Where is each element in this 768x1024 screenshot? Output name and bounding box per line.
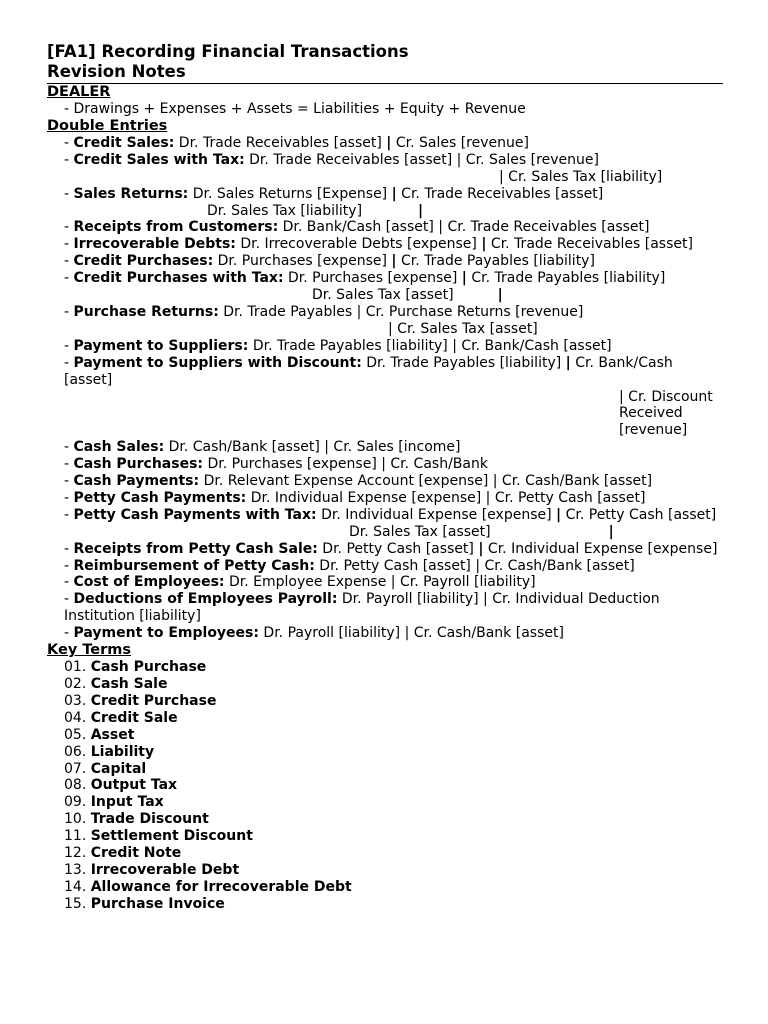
dealer-heading: DEALER [47, 84, 111, 100]
entry-label: Reimbursement of Petty Cash: [73, 557, 315, 574]
entry-credit-sales-with-tax: - Credit Sales with Tax: Dr. Trade Receivables [asset] | Cr. Sales [revenue] [64, 151, 599, 168]
revision-notes-document [47, 42, 723, 913]
key-term-label: Credit Sale [90, 709, 178, 726]
entry-purchase-returns: - Purchase Returns: Dr. Trade Payables | Cr. Purchase Returns [revenue] [64, 303, 584, 320]
entry-receipts-from-customers: - Receipts from Customers: Dr. Bank/Cash [asset] | Cr. Trade Receivables [asset] [64, 219, 650, 236]
key-term-number: 04. [64, 709, 87, 726]
entry-sales-returns: - Sales Returns: Dr. Sales Returns [Expense] | Cr. Trade Receivables [asset] [64, 185, 604, 202]
dealer-equation: - Drawings + Expenses + Assets = Liabilities + Equity + Revenue [64, 101, 526, 117]
entry-cash-sales: - Cash Sales: Dr. Cash/Bank [asset] | Cr. Sales [income] [64, 439, 461, 456]
entry-label: Petty Cash Payments: [73, 489, 247, 506]
key-term-item [47, 727, 723, 744]
entry-credit-purchases: - Credit Purchases: Dr. Purchases [expense] | Cr. Trade Payables [liability] [64, 253, 595, 270]
key-term-item [47, 845, 723, 862]
key-term-item [47, 811, 723, 828]
entry-credit-sales: - Credit Sales: Dr. Trade Receivables [asset] | Cr. Sales [revenue] [64, 134, 529, 151]
key-term-number: 07. [64, 760, 87, 777]
key-terms-list [47, 659, 723, 913]
key-term-label: Trade Discount [90, 811, 209, 828]
entry-label: Payment to Suppliers with Discount: [73, 354, 362, 371]
entry-label: Receipts from Petty Cash Sale: [73, 540, 318, 557]
entry-label: Irrecoverable Debts: [73, 236, 236, 253]
entry-label: Credit Sales: [73, 134, 175, 151]
key-term-number: 12. [64, 845, 87, 862]
entry-deductions-of-employees-payroll: - Deductions of Employees Payroll: Dr. Payroll [liability] | Cr. Individual Deduction Institution [liability] [64, 591, 665, 625]
key-term-label: Irrecoverable Debt [90, 861, 240, 878]
entry-label: Purchase Returns: [73, 303, 219, 320]
entry-receipts-from-petty-cash-sale: - Receipts from Petty Cash Sale: Dr. Petty Cash [asset] | Cr. Individual Expense [expense] [64, 540, 718, 557]
key-term-label: Purchase Invoice [90, 895, 225, 912]
entry-label: Sales Returns: [73, 185, 189, 202]
key-term-number: 11. [64, 828, 87, 845]
entry-label: Payment to Employees: [73, 625, 259, 642]
key-term-number: 13. [64, 861, 87, 878]
entry-petty-cash-payments: - Petty Cash Payments: Dr. Individual Expense [expense] | Cr. Petty Cash [asset] [64, 489, 646, 506]
key-term-number: 09. [64, 794, 87, 811]
key-term-item [47, 693, 723, 710]
entry-payment-to-employees: - Payment to Employees: Dr. Payroll [liability] | Cr. Cash/Bank [asset] [64, 625, 564, 642]
key-term-item [47, 879, 723, 896]
entry-continuation: Dr. Sales Tax [asset] | [312, 287, 503, 304]
entry-label: Cost of Employees: [73, 574, 225, 591]
key-term-number: 14. [64, 878, 87, 895]
key-term-item [47, 828, 723, 845]
key-term-number: 01. [64, 659, 87, 676]
key-term-item [47, 710, 723, 727]
key-terms-heading: Key Terms [47, 642, 132, 659]
entry-cash-purchases: - Cash Purchases: Dr. Purchases [expense] | Cr. Cash/Bank [64, 456, 488, 473]
key-term-label: Liability [90, 743, 155, 760]
key-term-label: Output Tax [90, 777, 178, 794]
key-term-label: Capital [90, 760, 147, 777]
key-term-number: 08. [64, 777, 87, 794]
key-term-item [47, 659, 723, 676]
entry-label: Deductions of Employees Payroll: [73, 591, 338, 608]
key-term-item [47, 777, 723, 794]
key-term-item [47, 744, 723, 761]
double-entries-heading: Double Entries [47, 117, 168, 134]
key-term-item [47, 676, 723, 693]
key-term-label: Settlement Discount [90, 828, 253, 845]
entry-cash-payments: - Cash Payments: Dr. Relevant Expense Account [expense] | Cr. Cash/Bank [asset] [64, 473, 653, 490]
key-term-number: 05. [64, 726, 87, 743]
entry-credit-purchases-with-tax: - Credit Purchases with Tax: Dr. Purchases [expense] | Cr. Trade Payables [liability] [64, 270, 666, 287]
entry-label: Payment to Suppliers: [73, 337, 249, 354]
document-title: [FA1] Recording Financial Transactions [47, 42, 409, 61]
key-term-item [47, 896, 723, 913]
key-term-number: 15. [64, 895, 87, 912]
entry-cost-of-employees: - Cost of Employees: Dr. Employee Expense | Cr. Payroll [liability] [64, 574, 536, 591]
entry-irrecoverable-debts: - Irrecoverable Debts: Dr. Irrecoverable Debts [expense] | Cr. Trade Receivables [asset] [64, 236, 693, 253]
entry-continuation: | Cr. Discount Received [revenue] [619, 388, 718, 439]
key-term-number: 02. [64, 676, 87, 692]
entry-label: Receipts from Customers: [73, 219, 279, 236]
entry-label: Credit Sales with Tax: [73, 151, 245, 168]
entry-continuation: | Cr. Sales Tax [asset] [388, 320, 538, 337]
key-term-item [47, 761, 723, 778]
entry-payment-to-suppliers-with-discount: - Payment to Suppliers with Discount: Dr. Trade Payables [liability] | Cr. Bank/Cash [asset] [64, 354, 678, 388]
entry-continuation: | Cr. Sales Tax [liability] [499, 168, 663, 185]
key-term-number: 10. [64, 811, 87, 828]
entry-label: Cash Sales: [73, 439, 165, 456]
entry-label: Cash Purchases: [73, 456, 204, 473]
key-term-label: Allowance for Irrecoverable Debt [90, 878, 352, 895]
key-term-label: Asset [90, 726, 135, 743]
entry-label: Petty Cash Payments with Tax: [73, 506, 317, 523]
key-term-label: Input Tax [90, 794, 164, 811]
entry-reimbursement-of-petty-cash: - Reimbursement of Petty Cash: Dr. Petty Cash [asset] | Cr. Cash/Bank [asset] [64, 557, 635, 574]
key-term-label: Cash Purchase [90, 659, 207, 676]
entry-continuation: Dr. Sales Tax [asset] | [349, 523, 614, 540]
entry-label: Credit Purchases with Tax: [73, 270, 284, 287]
document-subtitle: Revision Notes [47, 62, 186, 81]
key-term-number: 03. [64, 692, 87, 709]
key-term-label: Credit Purchase [90, 692, 217, 709]
entry-label: Cash Payments: [73, 473, 200, 490]
entry-continuation: Dr. Sales Tax [liability] | [207, 202, 424, 219]
key-term-number: 06. [64, 743, 87, 760]
key-term-label: Credit Note [90, 845, 182, 862]
key-term-item [47, 794, 723, 811]
entry-label: Credit Purchases: [73, 253, 214, 270]
key-term-item [47, 862, 723, 879]
entry-payment-to-suppliers: - Payment to Suppliers: Dr. Trade Payables [liability] | Cr. Bank/Cash [asset] [64, 337, 612, 354]
key-term-label: Cash Sale [90, 676, 168, 692]
entry-petty-cash-payments-with-tax: - Petty Cash Payments with Tax: Dr. Individual Expense [expense] | Cr. Petty Cash [asset] [64, 506, 717, 523]
